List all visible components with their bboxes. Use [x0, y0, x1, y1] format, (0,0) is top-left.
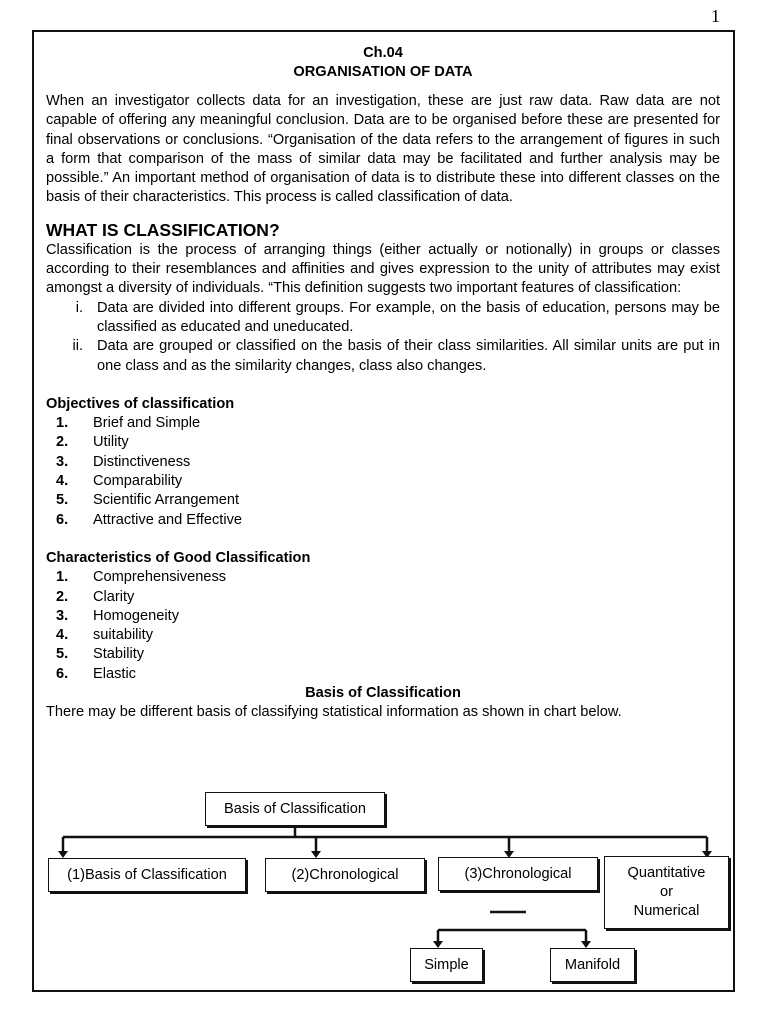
intro-paragraph: When an investigator collects data for an investigation, these are just raw data. Raw data are not capable of offering any meaningful conclusion. Data are to be organised before these are presented for final observations or conclusions. “Organisation of the data refers to the arrangement of figures in such a form that comparison of the mass of similar data may be facilitated and further analysis may be possible.” An important method of organisation of data is to distribute these into different classes on the basis of their characteristics. This process is called classification of data. — [46, 93, 720, 206]
classification-definition: Classification is the process of arranging things (either actually or notionally) in groups or classes according to their resemblances and affinities and gives expression to the unity of attributes may exist amongst a diversity of individuals. “This definition suggests two important features of classification: — [46, 241, 720, 297]
list-item-text: suitability — [93, 627, 154, 644]
list-item-text: Elastic — [93, 665, 136, 682]
basis-intro: There may be different basis of classifying statistical information as shown in chart below. — [46, 704, 622, 721]
chapter-title: ORGANISATION OF DATA — [293, 64, 473, 80]
chapter-number: Ch.04 — [363, 45, 403, 61]
feature-number: ii. — [72, 338, 83, 355]
arrow-head — [58, 851, 68, 858]
list-item-text: Utility — [93, 434, 129, 451]
basis-heading: Basis of Classification — [305, 685, 461, 702]
diagram-box-manifold: Manifold — [550, 948, 635, 982]
list-item-number: 1. — [56, 415, 69, 432]
list-item-text: Brief and Simple — [93, 415, 201, 432]
list-item-number: 5. — [56, 492, 69, 509]
diagram-box-chronological-3: (3)Chronological — [438, 857, 598, 891]
diagram-box-chronological-2: (2)Chronological — [265, 858, 425, 892]
list-item-number: 1. — [56, 569, 69, 586]
page-number: 1 — [711, 6, 720, 26]
feature-text: Data are grouped or classified on the basis of their class similarities. All similar units are put in one class and as the similarity changes, class also changes. — [97, 338, 720, 374]
list-item-text: Homogeneity — [93, 607, 179, 624]
list-item-text: Scientific Arrangement — [93, 492, 240, 509]
feature-text: Data are divided into different groups. For example, on the basis of education, persons may be classified as educated and uneducated. — [97, 299, 720, 335]
arrow-head — [433, 941, 443, 948]
objectives-heading: Objectives of classification — [46, 395, 235, 412]
arrow-head — [311, 851, 321, 858]
list-item-text: Comparability — [93, 473, 183, 490]
quantitative-line: Quantitative — [627, 865, 706, 881]
arrow-head — [581, 941, 591, 948]
diagram-box-simple: Simple — [410, 948, 483, 982]
diagram-box-basis: (1)Basis of Classification — [48, 858, 246, 892]
list-item-number: 2. — [56, 434, 69, 451]
list-item-number: 6. — [56, 511, 69, 528]
diagram-root-box: Basis of Classification — [205, 792, 385, 826]
list-item-text: Clarity — [93, 588, 135, 605]
list-item-number: 4. — [56, 473, 69, 490]
list-item-text: Comprehensiveness — [93, 569, 227, 586]
list-item-number: 3. — [56, 453, 69, 470]
list-item-number: 4. — [56, 627, 69, 644]
list-item-number: 2. — [56, 588, 69, 605]
list-item-text: Distinctiveness — [93, 453, 191, 470]
quantitative-line: or — [660, 884, 673, 900]
classification-heading: WHAT IS CLASSIFICATION? — [46, 219, 280, 240]
characteristics-heading: Characteristics of Good Classification — [46, 549, 311, 566]
list-item-number: 3. — [56, 607, 69, 624]
list-item-number: 5. — [56, 646, 69, 663]
list-item-text: Stability — [93, 646, 145, 663]
list-item-text: Attractive and Effective — [93, 511, 242, 528]
quantitative-line: Numerical — [633, 903, 700, 919]
list-item-number: 6. — [56, 665, 69, 682]
feature-number: i. — [75, 299, 83, 316]
diagram-box-quantitative — [604, 856, 729, 929]
